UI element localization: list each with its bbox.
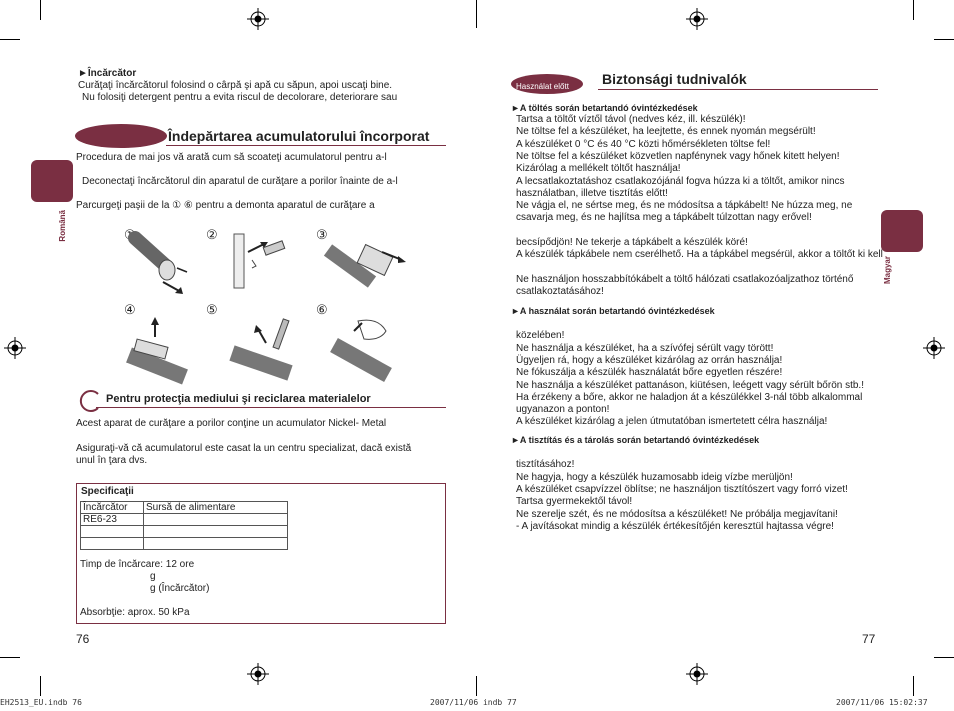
caution-line: ugyanazon a ponton!: [516, 404, 610, 416]
spec-cell: [144, 538, 288, 550]
caution-line: Ne használja a készüléket pattanáson, kiütésen, leégett vagy sérült bőrön stb.!: [516, 379, 864, 391]
step-number: ⑤: [206, 302, 218, 317]
caution-line: Ne töltse fel a készüléket, ha leejtette, és ennek nyomán megsérült!: [516, 126, 816, 138]
spec-cell: Încărcător: [81, 502, 144, 514]
footer-timestamp: 2007/11/06 15:02:37: [836, 698, 928, 707]
caution-line: Tartsa gyermekektől távol!: [516, 496, 633, 508]
caution-line: Ügyeljen rá, hogy a készüléket kizárólag az orrán használja!: [516, 354, 783, 366]
caution-line: használatban, illetve tisztítás előtt!: [516, 187, 668, 199]
caution-line: A készülék tápkábele nem cserélhető. Ha a tápkábel megsérül, akkor a töltőt ki kell: [516, 249, 883, 261]
crop-mark: [40, 676, 41, 696]
footer-file: EH2513_EU.indb 76: [0, 698, 82, 707]
environment-line: Asiguraţi-vă că acumulatorul este casat la un centru specializat, dacă există: [76, 443, 412, 454]
environment-line: unul în ţara dvs.: [76, 455, 148, 466]
registration-mark-icon: [686, 663, 708, 685]
crop-mark: [0, 657, 20, 658]
section-header-decoration: [75, 124, 167, 148]
caution-line: Ne vágja el, ne sértse meg, és ne módosítsa a tápkábelt! Ne húzza meg, ne: [516, 200, 853, 212]
title-underline: [96, 407, 446, 408]
environment-line: Acest aparat de curăţare a porilor conţine un acumulator Nickel- Metal: [76, 418, 387, 429]
crop-mark: [476, 676, 477, 696]
spec-cell: [144, 514, 288, 526]
section-line: Deconectaţi încărcătorul din aparatul de curăţare a porilor înainte de a-l: [82, 176, 398, 187]
crop-mark: [476, 0, 477, 28]
step-number: ⑥: [316, 302, 328, 317]
step4-illustration: [125, 315, 205, 385]
crop-mark: [0, 39, 20, 40]
section-line: Parcurgeţi paşii de la ① ⑥ pentru a demonta aparatul de curăţare a: [76, 200, 375, 211]
step5-illustration: [228, 315, 308, 385]
registration-mark-icon: [923, 337, 945, 359]
caution-line: Ne töltse fel a készüléket közvetlen napfénynek vagy hőnek kitett helyen!: [516, 150, 840, 162]
charger-heading: ►Încărcător: [78, 68, 137, 79]
environment-title: Pentru protecţia mediului şi reciclarea materialelor: [106, 393, 371, 405]
crop-mark: [934, 657, 954, 658]
caution-line: Tartsa a töltőt víztől távol (nedves kéz, ill. készülék)!: [516, 114, 746, 125]
registration-mark-icon: [247, 8, 269, 30]
spec-weight-charger: g (Încărcător): [150, 583, 210, 594]
caution-line: A készüléket csapvízzel öblítse; ne használjon tisztítószert vagy forró vizet!: [516, 483, 848, 495]
page-number: 77: [862, 632, 876, 646]
spec-cell: RE6-23: [81, 514, 144, 526]
caution-line: - A javításokat mindig a készülék értékesítőjén keresztül hajtassa végre!: [516, 520, 834, 532]
spec-cell: [81, 526, 144, 538]
caution-line: A készüléket 0 °C és 40 °C közti hőmérsékleten töltse fel!: [516, 138, 771, 150]
step-number: ①: [124, 227, 136, 242]
charger-line: Nu folosiţi detergent pentru a evita riscul de decolorare, deteriorare sau: [82, 92, 398, 103]
caution-line: csavarja meg, és ne hajlítsa meg a tápkábelt túlzottan nagy erővel!: [516, 212, 812, 224]
language-tab: [31, 160, 73, 202]
before-use-label: Használat előtt: [516, 82, 569, 91]
spec-cell: [144, 526, 288, 538]
charger-line: Curăţaţi încărcătorul folosind o cârpă şi apă cu săpun, apoi uscaţi bine.: [78, 80, 393, 91]
page-title: Biztonsági tudnivalók: [602, 71, 747, 87]
spec-title: Specificaţii: [81, 486, 134, 497]
spec-cell: [81, 538, 144, 550]
spec-suction: Absorbţie: aprox. 50 kPa: [80, 607, 190, 618]
spec-table: [80, 501, 288, 550]
caution-line: Ne fókuszálja a készülék használatát bőre egyetlen részére!: [516, 367, 783, 379]
recycle-header-decoration: [76, 390, 102, 412]
step2-illustration: [218, 230, 298, 298]
caution-line: Ne szerelje szét, és ne módosítsa a készüléket! Ne próbálja megjavítani!: [516, 508, 838, 520]
caution-line: Kizárólag a mellékelt töltőt használja!: [516, 163, 681, 175]
step1-illustration: [125, 230, 195, 298]
step6-illustration: [328, 315, 408, 385]
caution-heading: ►A töltés során betartandó óvintézkedések: [511, 103, 698, 113]
title-underline: [166, 145, 446, 146]
crop-mark: [913, 0, 914, 20]
crop-mark: [934, 39, 954, 40]
caution-line: becsípődjön! Ne tekerje a tápkábelt a készülék köré!: [516, 237, 748, 248]
caution-line: csatlakoztatásához!: [516, 286, 604, 298]
crop-mark: [40, 0, 41, 20]
spec-weight: g: [150, 571, 156, 582]
step-number: ②: [206, 227, 218, 242]
crop-mark: [913, 676, 914, 696]
spec-charge-time: Timp de încărcare: 12 ore: [80, 559, 195, 570]
spec-cell: Sursă de alimentare: [144, 502, 288, 514]
caution-line: Ne hagyja, hogy a készülék huzamosabb ideig vízbe merüljön!: [516, 471, 793, 483]
caution-line: közelében!: [516, 330, 565, 342]
step-number: ③: [316, 227, 328, 242]
language-label: Magyar: [883, 256, 892, 285]
step-number: ④: [124, 302, 136, 317]
page-number: 76: [76, 632, 90, 646]
registration-mark-icon: [247, 663, 269, 685]
title-underline: [598, 89, 878, 90]
section-line: Procedura de mai jos vă arată cum să scoateţi acumulatorul pentru a-l: [76, 152, 387, 163]
caution-heading: ►A használat során betartandó óvintézkedések: [511, 306, 715, 316]
language-tab: [881, 210, 923, 252]
registration-mark-icon: [686, 8, 708, 30]
registration-mark-icon: [4, 337, 26, 359]
section-title: Îndepărtarea acumulatorului încorporat: [168, 128, 430, 144]
caution-line: Ne használjon hosszabbítókábelt a töltő hálózati csatlakozóaljzathoz történő: [516, 273, 854, 285]
step3-illustration: [322, 230, 410, 298]
caution-line: tisztításához!: [516, 459, 575, 471]
caution-line: A készüléket kizárólag a jelen útmutatóban ismertetett célra használja!: [516, 416, 828, 428]
caution-line: A lecsatlakoztatáshoz csatlakozójánál fogva húzza ki a töltőt, amikor nincs: [516, 175, 845, 187]
language-label: Română: [58, 210, 67, 242]
caution-line: Ne használja a készüléket, ha a szívófej sérült vagy törött!: [516, 342, 774, 354]
caution-line: Ha érzékeny a bőre, akkor ne haladjon át a készülékkel 3-nál több alkalommal: [516, 391, 863, 403]
footer-mid: 2007/11/06 indb 77: [430, 698, 517, 707]
caution-heading: ►A tisztítás és a tárolás során betartandó óvintézkedések: [511, 435, 760, 445]
